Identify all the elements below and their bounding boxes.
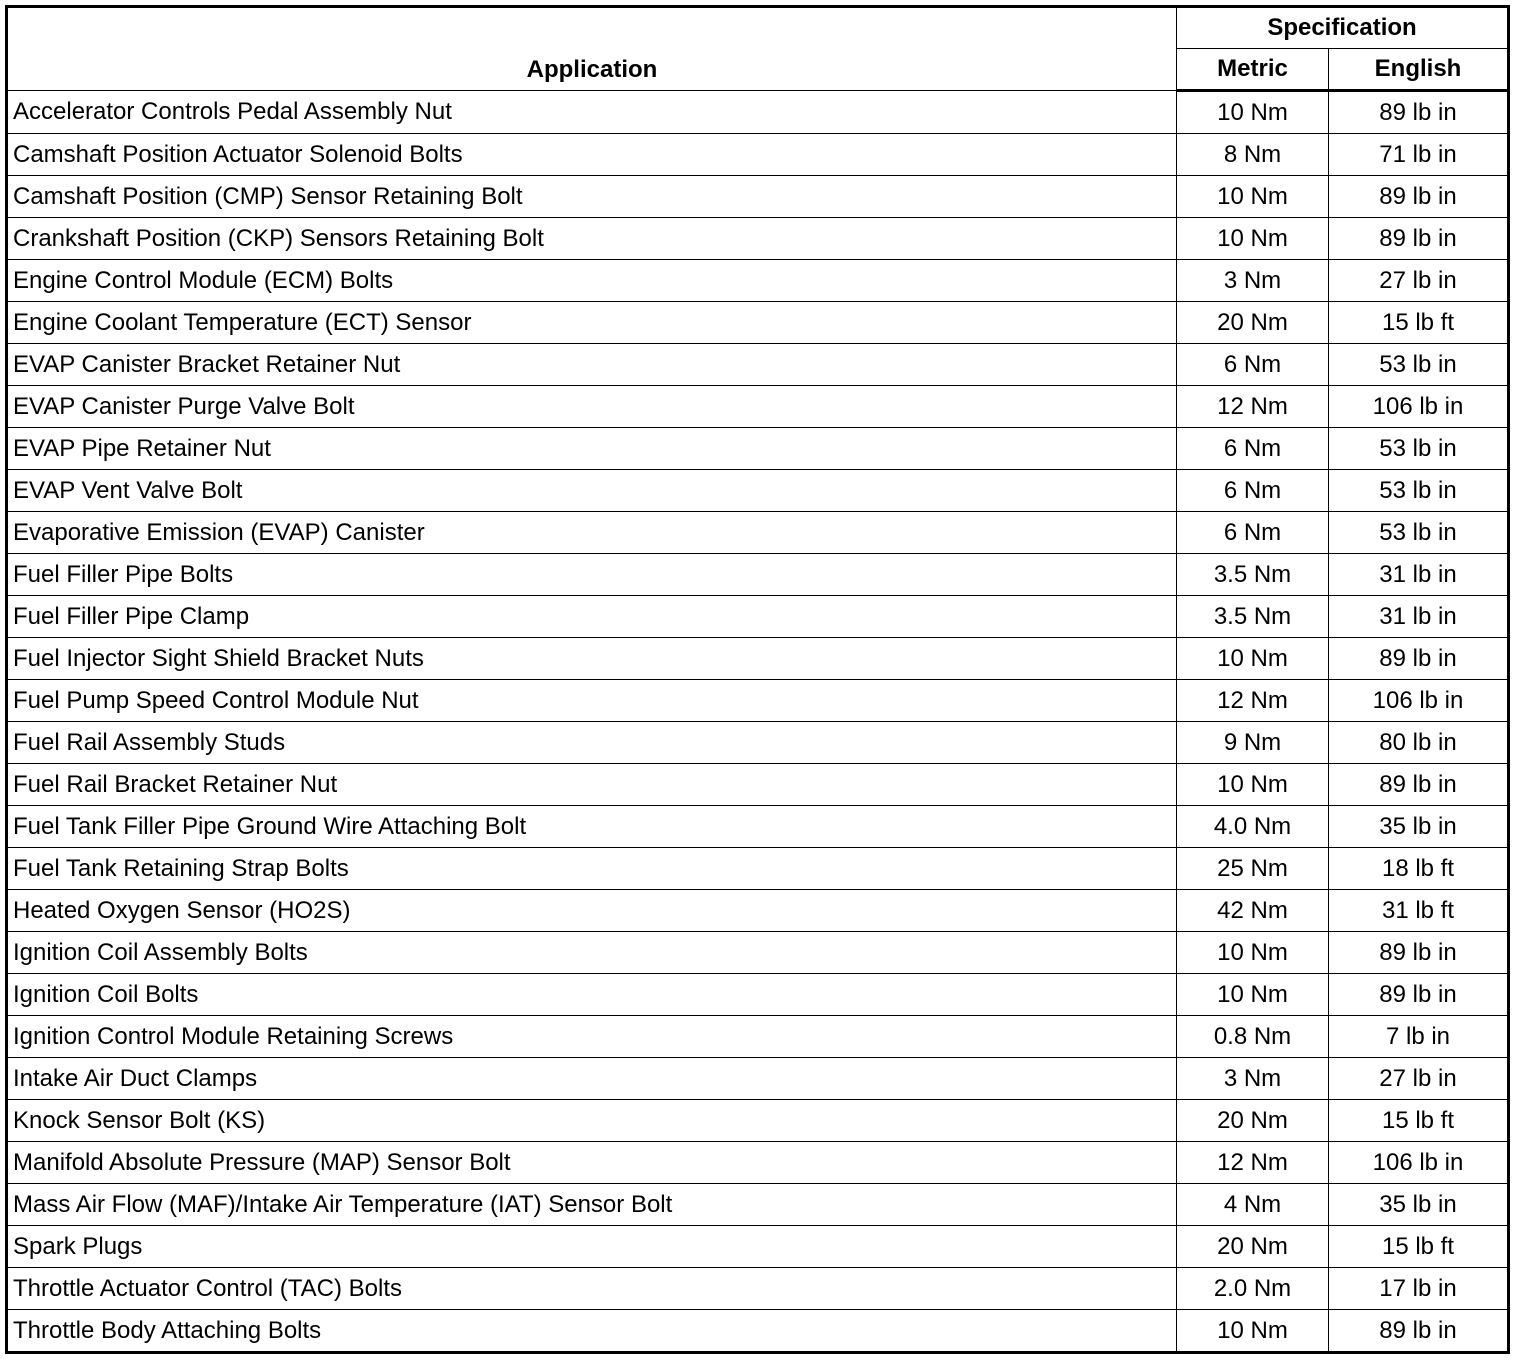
application-cell: EVAP Canister Purge Valve Bolt xyxy=(7,386,1177,428)
table-row xyxy=(7,260,1509,302)
metric-cell: 42 Nm xyxy=(1177,890,1329,932)
table-row xyxy=(7,176,1509,218)
table-row xyxy=(7,1226,1509,1268)
english-cell: 7 lb in xyxy=(1329,1016,1509,1058)
application-cell: Crankshaft Position (CKP) Sensors Retaining Bolt xyxy=(7,218,1177,260)
metric-cell: 3.5 Nm xyxy=(1177,596,1329,638)
english-cell: 106 lb in xyxy=(1329,386,1509,428)
table-row xyxy=(7,218,1509,260)
english-cell: 27 lb in xyxy=(1329,260,1509,302)
english-cell: 17 lb in xyxy=(1329,1268,1509,1310)
english-cell: 89 lb in xyxy=(1329,974,1509,1016)
application-cell: Heated Oxygen Sensor (HO2S) xyxy=(7,890,1177,932)
table-row xyxy=(7,1100,1509,1142)
metric-cell: 3.5 Nm xyxy=(1177,554,1329,596)
application-column-header: Application xyxy=(7,7,1177,91)
application-cell: Ignition Coil Bolts xyxy=(7,974,1177,1016)
specification-group-header: Specification xyxy=(1177,7,1509,49)
application-cell: Manifold Absolute Pressure (MAP) Sensor Bolt xyxy=(7,1142,1177,1184)
metric-cell: 10 Nm xyxy=(1177,1310,1329,1353)
application-cell: Fuel Filler Pipe Clamp xyxy=(7,596,1177,638)
table-row xyxy=(7,638,1509,680)
english-cell: 89 lb in xyxy=(1329,638,1509,680)
metric-cell: 6 Nm xyxy=(1177,512,1329,554)
metric-cell: 4 Nm xyxy=(1177,1184,1329,1226)
application-cell: Engine Coolant Temperature (ECT) Sensor xyxy=(7,302,1177,344)
metric-cell: 20 Nm xyxy=(1177,1100,1329,1142)
metric-cell: 10 Nm xyxy=(1177,932,1329,974)
table-row xyxy=(7,722,1509,764)
metric-cell: 6 Nm xyxy=(1177,470,1329,512)
english-cell: 31 lb in xyxy=(1329,554,1509,596)
table-row xyxy=(7,680,1509,722)
metric-cell: 10 Nm xyxy=(1177,176,1329,218)
table-row xyxy=(7,1142,1509,1184)
english-cell: 53 lb in xyxy=(1329,428,1509,470)
english-cell: 53 lb in xyxy=(1329,344,1509,386)
metric-cell: 3 Nm xyxy=(1177,260,1329,302)
english-cell: 15 lb ft xyxy=(1329,1226,1509,1268)
english-cell: 89 lb in xyxy=(1329,1310,1509,1353)
application-cell: Fuel Injector Sight Shield Bracket Nuts xyxy=(7,638,1177,680)
table-row xyxy=(7,974,1509,1016)
metric-cell: 10 Nm xyxy=(1177,974,1329,1016)
table-row xyxy=(7,806,1509,848)
english-cell: 35 lb in xyxy=(1329,806,1509,848)
application-cell: Throttle Body Attaching Bolts xyxy=(7,1310,1177,1353)
english-cell: 80 lb in xyxy=(1329,722,1509,764)
application-cell: Evaporative Emission (EVAP) Canister xyxy=(7,512,1177,554)
application-cell: Fuel Tank Filler Pipe Ground Wire Attaching Bolt xyxy=(7,806,1177,848)
metric-cell: 20 Nm xyxy=(1177,1226,1329,1268)
english-cell: 71 lb in xyxy=(1329,134,1509,176)
english-cell: 15 lb ft xyxy=(1329,302,1509,344)
metric-cell: 10 Nm xyxy=(1177,764,1329,806)
table-row xyxy=(7,134,1509,176)
table-row xyxy=(7,302,1509,344)
english-cell: 15 lb ft xyxy=(1329,1100,1509,1142)
application-cell: Ignition Control Module Retaining Screws xyxy=(7,1016,1177,1058)
metric-cell: 4.0 Nm xyxy=(1177,806,1329,848)
metric-cell: 6 Nm xyxy=(1177,344,1329,386)
english-cell: 31 lb ft xyxy=(1329,890,1509,932)
english-cell: 89 lb in xyxy=(1329,218,1509,260)
english-cell: 31 lb in xyxy=(1329,596,1509,638)
application-cell: Fuel Rail Assembly Studs xyxy=(7,722,1177,764)
english-cell: 35 lb in xyxy=(1329,1184,1509,1226)
table-row xyxy=(7,932,1509,974)
metric-cell: 9 Nm xyxy=(1177,722,1329,764)
table-row xyxy=(7,890,1509,932)
metric-cell: 25 Nm xyxy=(1177,848,1329,890)
application-cell: Camshaft Position Actuator Solenoid Bolts xyxy=(7,134,1177,176)
english-cell: 18 lb ft xyxy=(1329,848,1509,890)
application-cell: Accelerator Controls Pedal Assembly Nut xyxy=(7,91,1177,134)
application-cell: Camshaft Position (CMP) Sensor Retaining Bolt xyxy=(7,176,1177,218)
fastener-specification-table xyxy=(5,5,1510,1354)
metric-cell: 12 Nm xyxy=(1177,1142,1329,1184)
table-row xyxy=(7,1310,1509,1353)
application-cell: Intake Air Duct Clamps xyxy=(7,1058,1177,1100)
metric-cell: 20 Nm xyxy=(1177,302,1329,344)
table-row xyxy=(7,1268,1509,1310)
table-row xyxy=(7,344,1509,386)
metric-cell: 12 Nm xyxy=(1177,386,1329,428)
metric-cell: 12 Nm xyxy=(1177,680,1329,722)
metric-cell: 0.8 Nm xyxy=(1177,1016,1329,1058)
metric-column-header: Metric xyxy=(1177,49,1329,91)
application-cell: Fuel Pump Speed Control Module Nut xyxy=(7,680,1177,722)
application-cell: Ignition Coil Assembly Bolts xyxy=(7,932,1177,974)
table-body xyxy=(7,91,1509,1353)
english-cell: 106 lb in xyxy=(1329,1142,1509,1184)
english-cell: 106 lb in xyxy=(1329,680,1509,722)
table-row xyxy=(7,1058,1509,1100)
application-cell: Fuel Rail Bracket Retainer Nut xyxy=(7,764,1177,806)
english-cell: 53 lb in xyxy=(1329,470,1509,512)
metric-cell: 10 Nm xyxy=(1177,218,1329,260)
english-column-header: English xyxy=(1329,49,1509,91)
application-cell: Engine Control Module (ECM) Bolts xyxy=(7,260,1177,302)
metric-cell: 10 Nm xyxy=(1177,91,1329,134)
table-row xyxy=(7,848,1509,890)
table-row xyxy=(7,1016,1509,1058)
english-cell: 89 lb in xyxy=(1329,932,1509,974)
table-row xyxy=(7,470,1509,512)
english-cell: 89 lb in xyxy=(1329,176,1509,218)
metric-cell: 6 Nm xyxy=(1177,428,1329,470)
english-cell: 89 lb in xyxy=(1329,764,1509,806)
metric-cell: 2.0 Nm xyxy=(1177,1268,1329,1310)
english-cell: 53 lb in xyxy=(1329,512,1509,554)
metric-cell: 3 Nm xyxy=(1177,1058,1329,1100)
table-row xyxy=(7,554,1509,596)
table-row xyxy=(7,91,1509,134)
table-row xyxy=(7,512,1509,554)
application-cell: EVAP Canister Bracket Retainer Nut xyxy=(7,344,1177,386)
application-cell: Knock Sensor Bolt (KS) xyxy=(7,1100,1177,1142)
metric-cell: 10 Nm xyxy=(1177,638,1329,680)
table-row xyxy=(7,386,1509,428)
table-row xyxy=(7,596,1509,638)
english-cell: 89 lb in xyxy=(1329,91,1509,134)
application-cell: Spark Plugs xyxy=(7,1226,1177,1268)
table-row xyxy=(7,428,1509,470)
application-cell: EVAP Vent Valve Bolt xyxy=(7,470,1177,512)
application-cell: Throttle Actuator Control (TAC) Bolts xyxy=(7,1268,1177,1310)
table-header xyxy=(7,7,1509,91)
application-cell: Fuel Tank Retaining Strap Bolts xyxy=(7,848,1177,890)
table-row xyxy=(7,764,1509,806)
english-cell: 27 lb in xyxy=(1329,1058,1509,1100)
table-row xyxy=(7,1184,1509,1226)
application-cell: Mass Air Flow (MAF)/Intake Air Temperature (IAT) Sensor Bolt xyxy=(7,1184,1177,1226)
metric-cell: 8 Nm xyxy=(1177,134,1329,176)
header-row-top xyxy=(7,7,1509,49)
application-cell: Fuel Filler Pipe Bolts xyxy=(7,554,1177,596)
application-cell: EVAP Pipe Retainer Nut xyxy=(7,428,1177,470)
